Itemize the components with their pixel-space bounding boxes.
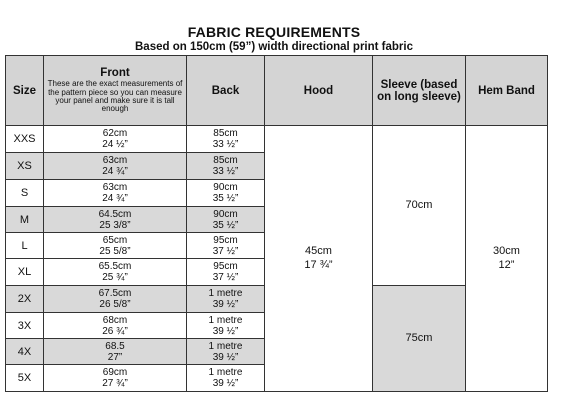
front-cell [44, 365, 187, 392]
size-cell: 5X [6, 365, 44, 392]
back-cell-inches: 35 ½” [212, 193, 239, 204]
front-cell [44, 339, 187, 365]
table-row [6, 126, 548, 153]
back-cell [187, 233, 265, 259]
header-front-note: These are the exact measurements of the pattern piece so you can measure your panel and make sure it is tall enough [47, 79, 183, 114]
back-cell-cm: 1 metre [208, 314, 243, 326]
header-front-title: Front [100, 67, 130, 80]
back-cell-inches: 39 ½” [212, 299, 239, 310]
front-cell-cm: 64.5cm [98, 208, 132, 220]
back-cell-cm: 90cm [213, 208, 238, 220]
back-cell-cm: 1 metre [208, 288, 243, 299]
front-cell [44, 126, 187, 153]
header-hood: Hood [265, 56, 373, 126]
front-cell-cm: 63cm [102, 155, 128, 166]
header-front [44, 56, 187, 126]
size-cell: 2X [6, 286, 44, 313]
front-cell-cm: 62cm [102, 128, 128, 139]
back-cell [187, 126, 265, 153]
front-cell [44, 233, 187, 259]
back-cell [187, 259, 265, 286]
size-cell: 3X [6, 313, 44, 339]
back-cell-inches: 33 ½” [212, 166, 239, 177]
front-cell-cm: 63cm [102, 182, 128, 193]
header-sleeve: Sleeve (based on long sleeve) [373, 56, 466, 126]
back-cell-inches: 39 ½” [212, 378, 239, 389]
page-title: FABRIC REQUIREMENTS [187, 24, 361, 40]
front-cell-inches: 26 5/8” [99, 299, 131, 310]
size-cell: M [6, 207, 44, 233]
back-cell-cm: 85cm [213, 128, 238, 139]
back-cell [187, 286, 265, 313]
back-cell-cm: 90cm [213, 182, 238, 193]
back-cell-inches: 33 ½” [212, 139, 239, 150]
size-cell: XXS [6, 126, 44, 153]
front-cell-inches: 25 5/8” [99, 245, 131, 257]
back-cell-inches: 37 ½” [212, 272, 239, 283]
hem-band-inches: 12” [498, 258, 515, 271]
back-cell-inches: 39 ½” [212, 351, 239, 363]
table-header-row [6, 56, 548, 126]
hem-band-cell [466, 126, 548, 392]
header-back: Back [187, 56, 265, 126]
back-cell-cm: 1 metre [208, 340, 243, 352]
back-cell-cm: 95cm [213, 234, 238, 246]
front-cell [44, 286, 187, 313]
sleeve-cell-large: 75cm [373, 286, 466, 392]
front-cell-cm: 68.5 [105, 340, 125, 352]
front-cell-inches: 25 ¾” [102, 272, 128, 283]
front-cell [44, 313, 187, 339]
front-cell-cm: 67.5cm [98, 288, 132, 299]
back-cell-cm: 95cm [213, 261, 238, 272]
front-cell [44, 259, 187, 286]
front-cell-cm: 69cm [102, 367, 128, 378]
back-cell [187, 180, 265, 207]
front-cell-cm: 65.5cm [98, 261, 132, 272]
back-cell-inches: 39 ½” [212, 325, 239, 337]
hood-cm: 45cm [305, 244, 332, 257]
size-cell: XL [6, 259, 44, 286]
back-cell [187, 313, 265, 339]
back-cell-cm: 85cm [213, 155, 238, 166]
size-cell: S [6, 180, 44, 207]
back-cell [187, 339, 265, 365]
page-subtitle: Based on 150cm (59”) width directional print fabric [135, 41, 413, 53]
front-cell-inches: 25 3/8” [99, 219, 131, 231]
back-cell [187, 153, 265, 180]
front-cell-cm: 68cm [102, 314, 128, 326]
back-cell [187, 207, 265, 233]
front-cell-inches: 27” [107, 351, 123, 363]
size-cell: 4X [6, 339, 44, 365]
size-cell: XS [6, 153, 44, 180]
fabric-requirements-table [5, 55, 548, 392]
header-size: Size [6, 56, 44, 126]
front-cell-inches: 24 ½” [102, 139, 128, 150]
front-cell [44, 207, 187, 233]
front-cell-cm: 65cm [102, 234, 128, 246]
front-cell [44, 153, 187, 180]
hood-inches: 17 ¾” [304, 258, 333, 271]
back-cell-inches: 35 ½” [212, 219, 239, 231]
header-hem-band: Hem Band [466, 56, 548, 126]
hood-cell [265, 126, 373, 392]
front-cell-inches: 24 ¾” [102, 166, 128, 177]
size-cell: L [6, 233, 44, 259]
back-cell [187, 365, 265, 392]
back-cell-cm: 1 metre [208, 367, 243, 378]
sleeve-cell-small: 70cm [373, 126, 466, 286]
front-cell-inches: 27 ¾” [102, 378, 128, 389]
front-cell [44, 180, 187, 207]
hem-band-cm: 30cm [493, 244, 520, 257]
back-cell-inches: 37 ½” [212, 245, 239, 257]
front-cell-inches: 24 ¾” [102, 193, 128, 204]
front-cell-inches: 26 ¾” [102, 325, 128, 337]
